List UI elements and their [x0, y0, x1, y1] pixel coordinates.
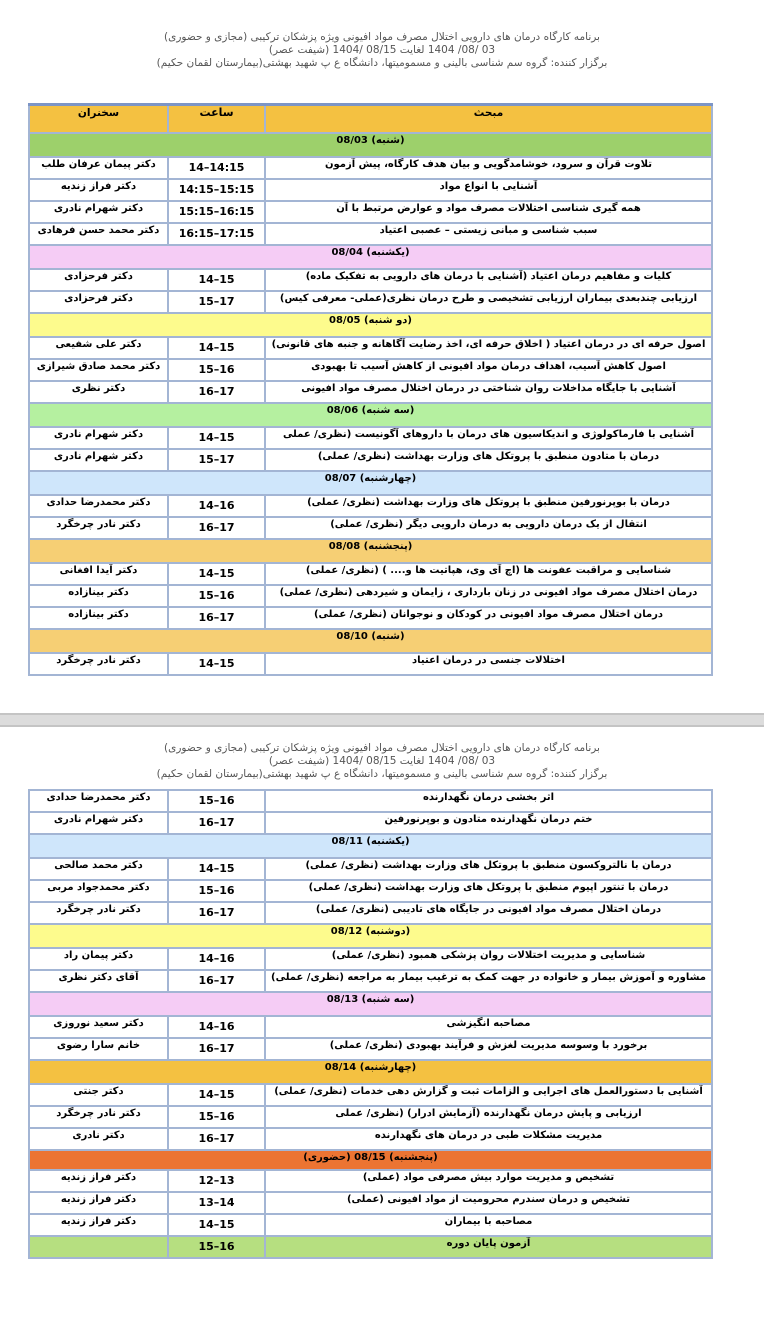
- session-topic: درمان اختلال مصرف مواد افیونی در زنان بارداری ، زایمان و شیردهی (نظری/ عملی): [265, 585, 712, 607]
- day-label: (سه شنبه) 08/06: [29, 403, 712, 427]
- session-speaker: دکتر پیمان عرفان طلب: [29, 157, 168, 179]
- session-topic: ختم درمان نگهدارنده متادون و بوپرنورفین: [265, 812, 712, 834]
- session-row: [29, 858, 712, 880]
- session-topic: اختلالات جنسی در درمان اعتیاد: [265, 653, 712, 675]
- session-time: 14–15: [168, 269, 265, 291]
- session-topic: اصول حرفه ای در درمان اعتیاد ( اخلاق حرفه ای، اخذ رضایت آگاهانه و جنبه های قانونی): [265, 337, 712, 359]
- session-speaker: دکتر شهرام نادری: [29, 812, 168, 834]
- day-header-row: [29, 1150, 712, 1170]
- session-row: [29, 1214, 712, 1236]
- session-row: [29, 517, 712, 539]
- day-header-row: [29, 924, 712, 948]
- session-topic: سبب شناسی و مبانی زیستی – عصبی اعتیاد: [265, 223, 712, 245]
- session-row: [29, 1038, 712, 1060]
- session-speaker: دکتر نادر چرخگرد: [29, 902, 168, 924]
- session-row: [29, 201, 712, 223]
- session-time: 14:15–15:15: [168, 179, 265, 201]
- session-speaker: دکتر نادر چرخگرد: [29, 517, 168, 539]
- session-time: 16–17: [168, 902, 265, 924]
- session-topic: درمان با نالتروکسون منطبق با پروتکل های وزارت بهداشت (نظری/ عملی): [265, 858, 712, 880]
- session-time: 15–16: [168, 880, 265, 902]
- day-header-row: [29, 313, 712, 337]
- session-row: [29, 223, 712, 245]
- session-time: 14–16: [168, 495, 265, 517]
- session-time: 14–15: [168, 858, 265, 880]
- session-speaker: دکتر محمد صادق شیرازی: [29, 359, 168, 381]
- session-topic: مصاحبه انگیزشی: [265, 1016, 712, 1038]
- session-topic: کلیات و مفاهیم درمان اعتیاد (آشنایی با درمان های دارویی به تفکیک ماده): [265, 269, 712, 291]
- session-topic: مشاوره و آموزش بیمار و خانواده در جهت کمک به ترغیب بیمار به مراجعه (نظری/ عملی): [265, 970, 712, 992]
- session-speaker: دکتر شهرام نادری: [29, 201, 168, 223]
- session-speaker: دکتر پیمان راد: [29, 948, 168, 970]
- session-speaker: دکتر فراز زندیه: [29, 179, 168, 201]
- session-row: [29, 1170, 712, 1192]
- day-label: (دو شنبه) 08/05: [29, 313, 712, 337]
- session-time: 14–15: [168, 337, 265, 359]
- session-speaker: دکتر محمد صالحی: [29, 858, 168, 880]
- day-header-row: [29, 629, 712, 653]
- session-topic: تلاوت قرآن و سرود، خوشامدگویی و بیان هدف کارگاه، پیش آزمون: [265, 157, 712, 179]
- day-header-row: [29, 403, 712, 427]
- session-topic: همه گیری شناسی اختلالات مصرف مواد و عوارض مرتبط با آن: [265, 201, 712, 223]
- session-time: 13–14: [168, 1192, 265, 1214]
- day-header-row: [29, 471, 712, 495]
- session-speaker: دکتر نظری: [29, 381, 168, 403]
- session-topic: درمان اختلال مصرف مواد افیونی در کودکان و نوجوانان (نظری/ عملی): [265, 607, 712, 629]
- session-time: 14–16: [168, 948, 265, 970]
- session-time: 14–14:15: [168, 157, 265, 179]
- session-topic: درمان با متادون منطبق با پروتکل های وزارت بهداشت (نظری/ عملی): [265, 449, 712, 471]
- session-topic: آزمون پایان دوره: [265, 1236, 712, 1258]
- session-row: [29, 902, 712, 924]
- session-time: 15–16: [168, 1236, 265, 1258]
- session-speaker: دکتر فرحزادی: [29, 269, 168, 291]
- session-row: [29, 291, 712, 313]
- session-speaker: [29, 1236, 168, 1258]
- session-time: 16–17: [168, 1128, 265, 1150]
- session-time: 14–15: [168, 563, 265, 585]
- session-topic: ارزیابی و پایش درمان نگهدارنده (آزمایش ادرار) (نظری/ عملی: [265, 1106, 712, 1128]
- session-topic: ارزیابی چندبعدی بیماران ارزیابی تشخیصی و طرح درمان نظری(عملی- معرفی کیس): [265, 291, 712, 313]
- day-header-row: [29, 1060, 712, 1084]
- session-time: 16–17: [168, 517, 265, 539]
- session-topic: اصول کاهش آسیب، اهداف درمان مواد افیونی از کاهش آسیب تا بهبودی: [265, 359, 712, 381]
- column-header-time: ساعت: [168, 105, 265, 134]
- day-header-row: [29, 539, 712, 563]
- session-speaker: دکتر فراز زندیه: [29, 1214, 168, 1236]
- session-row: [29, 790, 712, 812]
- session-topic: مدیریت مشکلات طبی در درمان های نگهدارنده: [265, 1128, 712, 1150]
- session-speaker: دکتر شهرام نادری: [29, 449, 168, 471]
- header-dates: 03 /08/ 1404 لغایت 08/15 /1404 (شیفت عصر): [268, 44, 496, 56]
- session-row: [29, 607, 712, 629]
- header-organizer: برگزار کننده: گروه سم شناسی بالینی و مسمومیتها، دانشگاه ع پ شهید بهشتی(بیمارستان لقمان حکیم): [156, 57, 608, 69]
- document-page-2: [0, 728, 764, 1338]
- session-topic: آشنایی با دستورالعمل های اجرایی و الزامات ثبت و گزارش دهی خدمات (نظری/ عملی): [265, 1084, 712, 1106]
- session-topic: آشنایی با فارماکولوژی و اندیکاسیون های درمان با داروهای آگونیست (نظری/ عملی: [265, 427, 712, 449]
- session-speaker: دکتر نادر چرخگرد: [29, 1106, 168, 1128]
- session-topic: اثر بخشی درمان نگهدارنده: [265, 790, 712, 812]
- session-time: 14–15: [168, 427, 265, 449]
- day-header-row: [29, 133, 712, 157]
- session-speaker: دکتر نادر چرخگرد: [29, 653, 168, 675]
- day-header-row: [29, 834, 712, 858]
- day-label: (شنبه) 08/10: [29, 629, 712, 653]
- header-title: برنامه کارگاه درمان های دارویی اختلال مصرف مواد افیونی ویژه پزشکان ترکیبی (مجازی و حضوری): [164, 31, 600, 43]
- session-row: [29, 812, 712, 834]
- day-header-row: [29, 245, 712, 269]
- page-separator: [0, 713, 764, 727]
- day-label: (پنجشنبه) 08/15 (حضوری): [29, 1150, 712, 1170]
- session-speaker: آقای دکتر نظری: [29, 970, 168, 992]
- session-time: 14–16: [168, 1016, 265, 1038]
- session-row: [29, 1192, 712, 1214]
- header-dates: 03 /08/ 1404 لغایت 08/15 /1404 (شیفت عصر): [268, 755, 496, 767]
- session-speaker: دکتر شهرام نادری: [29, 427, 168, 449]
- session-speaker: دکتر محمدرضا حدادی: [29, 790, 168, 812]
- table-header-row: [29, 105, 712, 134]
- session-row: [29, 179, 712, 201]
- session-time: 14–15: [168, 1214, 265, 1236]
- schedule-table-continued: [28, 789, 713, 1259]
- day-label: (سه شنبه) 08/13: [29, 992, 712, 1016]
- session-speaker: دکتر سعید نوروزی: [29, 1016, 168, 1038]
- day-label: (دوشنبه) 08/12: [29, 924, 712, 948]
- header-organizer: برگزار کننده: گروه سم شناسی بالینی و مسمومیتها، دانشگاه ع پ شهید بهشتی(بیمارستان لقمان حکیم): [156, 768, 608, 780]
- session-time: 16–17: [168, 970, 265, 992]
- session-speaker: دکتر بینازاده: [29, 607, 168, 629]
- session-topic: شناسایی و مراقبت عفونت ها (اچ آی وی، هپاتیت ها و.... ) (نظری/ عملی): [265, 563, 712, 585]
- session-row: [29, 880, 712, 902]
- session-time: 14–15: [168, 1084, 265, 1106]
- session-time: 14–15: [168, 653, 265, 675]
- session-row: [29, 269, 712, 291]
- session-speaker: دکتر جنتی: [29, 1084, 168, 1106]
- session-speaker: دکتر محمدجواد مربی: [29, 880, 168, 902]
- session-topic: تشخیص و مدیریت موارد بیش مصرفی مواد (عملی): [265, 1170, 712, 1192]
- session-time: 15–16: [168, 359, 265, 381]
- session-time: 16–17: [168, 812, 265, 834]
- day-label: (یکشنبه) 08/04: [29, 245, 712, 269]
- session-topic: مصاحبه با بیماران: [265, 1214, 712, 1236]
- session-topic: درمان با تنتور اپیوم منطبق با پروتکل های وزارت بهداشت (نظری/ عملی): [265, 880, 712, 902]
- column-header-topic: مبحث: [265, 105, 712, 134]
- session-row: [29, 449, 712, 471]
- day-label: (یکشنبه) 08/11: [29, 834, 712, 858]
- session-row: [29, 1084, 712, 1106]
- session-time: 15–16: [168, 1106, 265, 1128]
- session-topic: درمان اختلال مصرف مواد افیونی در جایگاه های تادیبی (نظری/ عملی): [265, 902, 712, 924]
- session-row: [29, 585, 712, 607]
- session-row: [29, 1106, 712, 1128]
- session-row: [29, 495, 712, 517]
- session-speaker: دکتر آیدا افغانی: [29, 563, 168, 585]
- document-header: [0, 31, 764, 70]
- session-row: [29, 970, 712, 992]
- session-topic: شناسایی و مدیریت اختلالات روان پزشکی همبود (نظری/ عملی): [265, 948, 712, 970]
- session-speaker: خانم سارا رضوی: [29, 1038, 168, 1060]
- session-speaker: دکتر محمدرضا حدادی: [29, 495, 168, 517]
- day-label: (چهارشنبه) 08/14: [29, 1060, 712, 1084]
- session-time: 15–17: [168, 291, 265, 313]
- session-time: 16–17: [168, 607, 265, 629]
- session-time: 16–17: [168, 1038, 265, 1060]
- session-row: [29, 1016, 712, 1038]
- session-row: [29, 563, 712, 585]
- session-topic: تشخیص و درمان سندرم محرومیت از مواد افیونی (عملی): [265, 1192, 712, 1214]
- session-row: [29, 948, 712, 970]
- session-time: 15–16: [168, 585, 265, 607]
- session-time: 15–17: [168, 449, 265, 471]
- session-row: [29, 1236, 712, 1258]
- document-header: [0, 742, 764, 781]
- day-label: (پنجشنبه) 08/08: [29, 539, 712, 563]
- session-speaker: دکتر نادری: [29, 1128, 168, 1150]
- session-topic: برخورد با وسوسه مدیریت لغزش و فرآیند بهبودی (نظری/ عملی): [265, 1038, 712, 1060]
- session-speaker: دکتر فراز زندیه: [29, 1170, 168, 1192]
- day-header-row: [29, 992, 712, 1016]
- schedule-table: [28, 103, 713, 676]
- session-row: [29, 337, 712, 359]
- session-row: [29, 381, 712, 403]
- session-speaker: دکتر بینازاده: [29, 585, 168, 607]
- session-row: [29, 427, 712, 449]
- session-time: 15:15–16:15: [168, 201, 265, 223]
- day-label: (چهارشنبه) 08/07: [29, 471, 712, 495]
- session-speaker: دکتر فرحزادی: [29, 291, 168, 313]
- session-topic: درمان با بوپرنورفین منطبق با پروتکل های وزارت بهداشت (نظری/ عملی): [265, 495, 712, 517]
- session-topic: آشنایی با جایگاه مداخلات روان شناختی در درمان اختلال مصرف مواد افیونی: [265, 381, 712, 403]
- session-time: 16–17: [168, 381, 265, 403]
- session-speaker: دکتر محمد حسن فرهادی: [29, 223, 168, 245]
- session-topic: آشنایی با انواع مواد: [265, 179, 712, 201]
- session-time: 12–13: [168, 1170, 265, 1192]
- session-row: [29, 653, 712, 675]
- session-speaker: دکتر علی شفیعی: [29, 337, 168, 359]
- day-label: (شنبه) 08/03: [29, 133, 712, 157]
- header-title: برنامه کارگاه درمان های دارویی اختلال مصرف مواد افیونی ویژه پزشکان ترکیبی (مجازی و حضوری): [164, 742, 600, 754]
- session-row: [29, 359, 712, 381]
- session-time: 16:15–17:15: [168, 223, 265, 245]
- session-topic: انتقال از یک درمان دارویی به درمان دارویی دیگر (نظری/ عملی): [265, 517, 712, 539]
- column-header-speakers: سخنران: [29, 105, 168, 134]
- session-row: [29, 157, 712, 179]
- session-speaker: دکتر فراز زندیه: [29, 1192, 168, 1214]
- session-time: 15–16: [168, 790, 265, 812]
- session-row: [29, 1128, 712, 1150]
